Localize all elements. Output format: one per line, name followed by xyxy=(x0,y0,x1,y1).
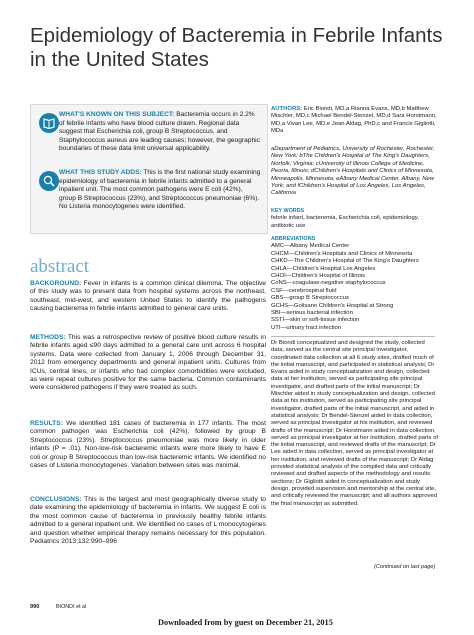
adds-text xyxy=(59,169,261,212)
adds-label: WHAT THIS STUDY ADDS: xyxy=(59,169,142,176)
page-number: 990 xyxy=(30,604,40,610)
abbrev-item: GBS—group B Streptococcus xyxy=(271,295,349,302)
abbrev-item: CHKD—The Children's Hospital of The King's Daughters xyxy=(271,258,419,265)
keywords-block xyxy=(271,208,439,230)
known-label: WHAT'S KNOWN ON THIS SUBJECT: xyxy=(59,111,175,118)
magnifier-icon xyxy=(39,171,59,191)
adds-body: This is the first national study examining epidemiology of bacteremia in febrile infants admitted to a general inpatient unit. The most common pathogens were E coli (42%), group B Streptococcus (23%), and Streptococcus pneumoniae (6%). No Listeria monocytogenes were identified. xyxy=(59,169,261,211)
background-label: BACKGROUND: xyxy=(30,280,82,287)
background-paragraph xyxy=(30,280,266,314)
abbrev-item: SSTI—skin or soft-tissue infection xyxy=(271,317,360,324)
abstract-heading: abstract xyxy=(30,256,90,277)
conclusions-label: CONCLUSIONS: xyxy=(30,496,82,503)
background-text: Fever in infants is a common clinical dilemma. The objective of this study was to present data from hospital systems across the northeast, southeast, mid-west, and western United States to identify the pathogens causing bacteremia in febrile infants admitted to general care units. xyxy=(30,280,266,313)
abbrev-item: AMC—Albany Medical Center xyxy=(271,243,350,250)
conclusions-text: This is the largest and most geographically diverse study to date examining the epidemiology of bacteremia in infants. We suggest E coli is the most common cause of bacteremia in previously healthy febrile infants admitted to a general inpatient unit. We identified no cases of L monocytogenes and question whether empirical therapy remains necessary for this population. Pediatrics 2013;132:990–996 xyxy=(30,496,266,546)
authors-label: AUTHORS: xyxy=(271,106,303,112)
authors-paragraph xyxy=(271,106,439,136)
abbrev-item: CHLA—Children's Hospital Los Angeles xyxy=(271,265,376,272)
methods-label: METHODS: xyxy=(30,334,66,341)
abbrev-item: CoNS—coagulase-negative staphylococcus xyxy=(271,280,386,287)
methods-paragraph xyxy=(30,334,266,393)
download-notice: Downloaded from by guest on December 21, 2015 xyxy=(158,618,333,627)
book-icon xyxy=(39,113,59,133)
abbrev-item: CHOI—Children's Hospital of Illinois xyxy=(271,273,366,280)
contributions-paragraph: Dr Biondi conceptualized and designed the study, collected data, served as the central site principal investigator, coordinated data collection at all 6 study sites, drafted much of the initial manuscript, and participated in statistical analysis; Dr Evans aided in study conceptualization and design, collected data at her institution, served as participating site principal investigator, and drafted parts of the initial manuscript; Dr Mischler aided in study conceptualization and design, collected data at his institution, served as participating site principal investigator, drafted parts of the initial manuscript, and aided in statistical analysis; Dr Bendel-Stenzel aided in data collection, served as principal investigator at his institution, and reviewed drafts of the manuscript; Dr Horstmann aided in data collection, served as principal investigator at her institution, drafted parts of the initial manuscript, and reviewed drafts of the manuscript; Dr Lee aided in data collection, served as principal investigator at her institution, and reviewed drafts of the manuscript; Dr Aldag provided statistical analysis of the compiled data and critically reviewed and drafted aspects of the methodology and results sections; Dr Gigliotti aided in conceptualization and study design, provided supervision and mentorship at the central site, and critically reviewed the manuscript; and all authors approved the final manuscript as submitted. xyxy=(271,340,438,507)
methods-text: This was a retrospective review of positive blood culture results in febrile infants aged ≤90 days admitted to a general care unit across 6 hospital systems. Data were collected from January 1, 2006 through December 31, 2012 from emergency departments and general inpatient units. Cultures from ICUs, central lines, or infants who had complex comorbidities were excluded, as were repeat cultures positive for the same bacteria. Common contaminants were considered pathogens if they were treated as such. xyxy=(30,334,266,392)
results-text: We identified 181 cases of bacteremia in 177 infants. The most common pathogen was Escherichia coli (42%), followed by group B Streptococcus (23%). Streptococcus pneumoniae was more likely in older infants (P = .01). Non-low-risk bacteremic infants were more likely to have E coli or group B Streptococcus than low-risk bacteremic infants. We identified no cases of Listeria monocytogenes. Variation between sites was minimal. xyxy=(30,420,266,470)
abbrev-item: CHCM—Children's Hospitals and Clinics of Minnesota xyxy=(271,250,413,257)
divider xyxy=(271,336,435,337)
results-label: RESULTS: xyxy=(30,420,63,427)
known-body: Bacteremia occurs in 2.2% of febrile infants who have blood culture drawn. Regional data suggest that Escherichia coli, group B Streptococcus, and Staphylococcus aureus are leading causes; however, the geographic boundaries of these data limit universal applicability. xyxy=(59,111,260,153)
abbrev-item: GCHS—Golisano Children's Hospital at Strong xyxy=(271,302,394,309)
continued-note: (Continued on last page) xyxy=(374,564,436,570)
abbrev-item: UTI—urinary tract infection xyxy=(271,324,342,331)
conclusions-paragraph xyxy=(30,496,266,546)
authors-text: Eric Biondi, MD,a Rianna Evans, MD,b Matthew Mischler, MD,c Michael Bendel-Stenzel, MD,d Sara Horstmann, MD,a Vivan Lee, MD,e Jean Aldag, PhD,c and Francis Gigliotti, MDa xyxy=(271,106,437,135)
running-author: BIONDI et al xyxy=(56,604,87,610)
keywords-heading: KEY WORDS xyxy=(271,208,305,214)
results-paragraph xyxy=(30,420,266,470)
abbreviations-heading: ABBREVIATIONS xyxy=(271,236,316,242)
known-text xyxy=(59,111,261,154)
abbrev-item: CSF—cerebrospinal fluid xyxy=(271,287,337,294)
keywords-text: febrile infant, bacteremia, Escherichia coli, epidemiology, antibiotic use xyxy=(271,215,419,229)
summary-box xyxy=(30,104,268,234)
affiliations: aDepartment of Pediatrics, University of Rochester, Rochester, New York; bThe Children's Hospital of The King's Daughters, Norfolk, Virginia; cUniversity of Illinois College of Medicine, Peoria, Illinois; dChildren's Hospitals and Clinics of Minnesota, Minneapolis, Minnesota; eAlbany Medical Center, Albany, New York; and fChildren's Hospital of Los Angeles, Los Angeles, California xyxy=(271,146,435,197)
abbrev-item: SBI—serious bacterial infection xyxy=(271,310,353,317)
abbreviations-block xyxy=(271,236,439,332)
article-title: Epidemiology of Bacteremia in Febrile Infants in the United States xyxy=(30,24,443,71)
